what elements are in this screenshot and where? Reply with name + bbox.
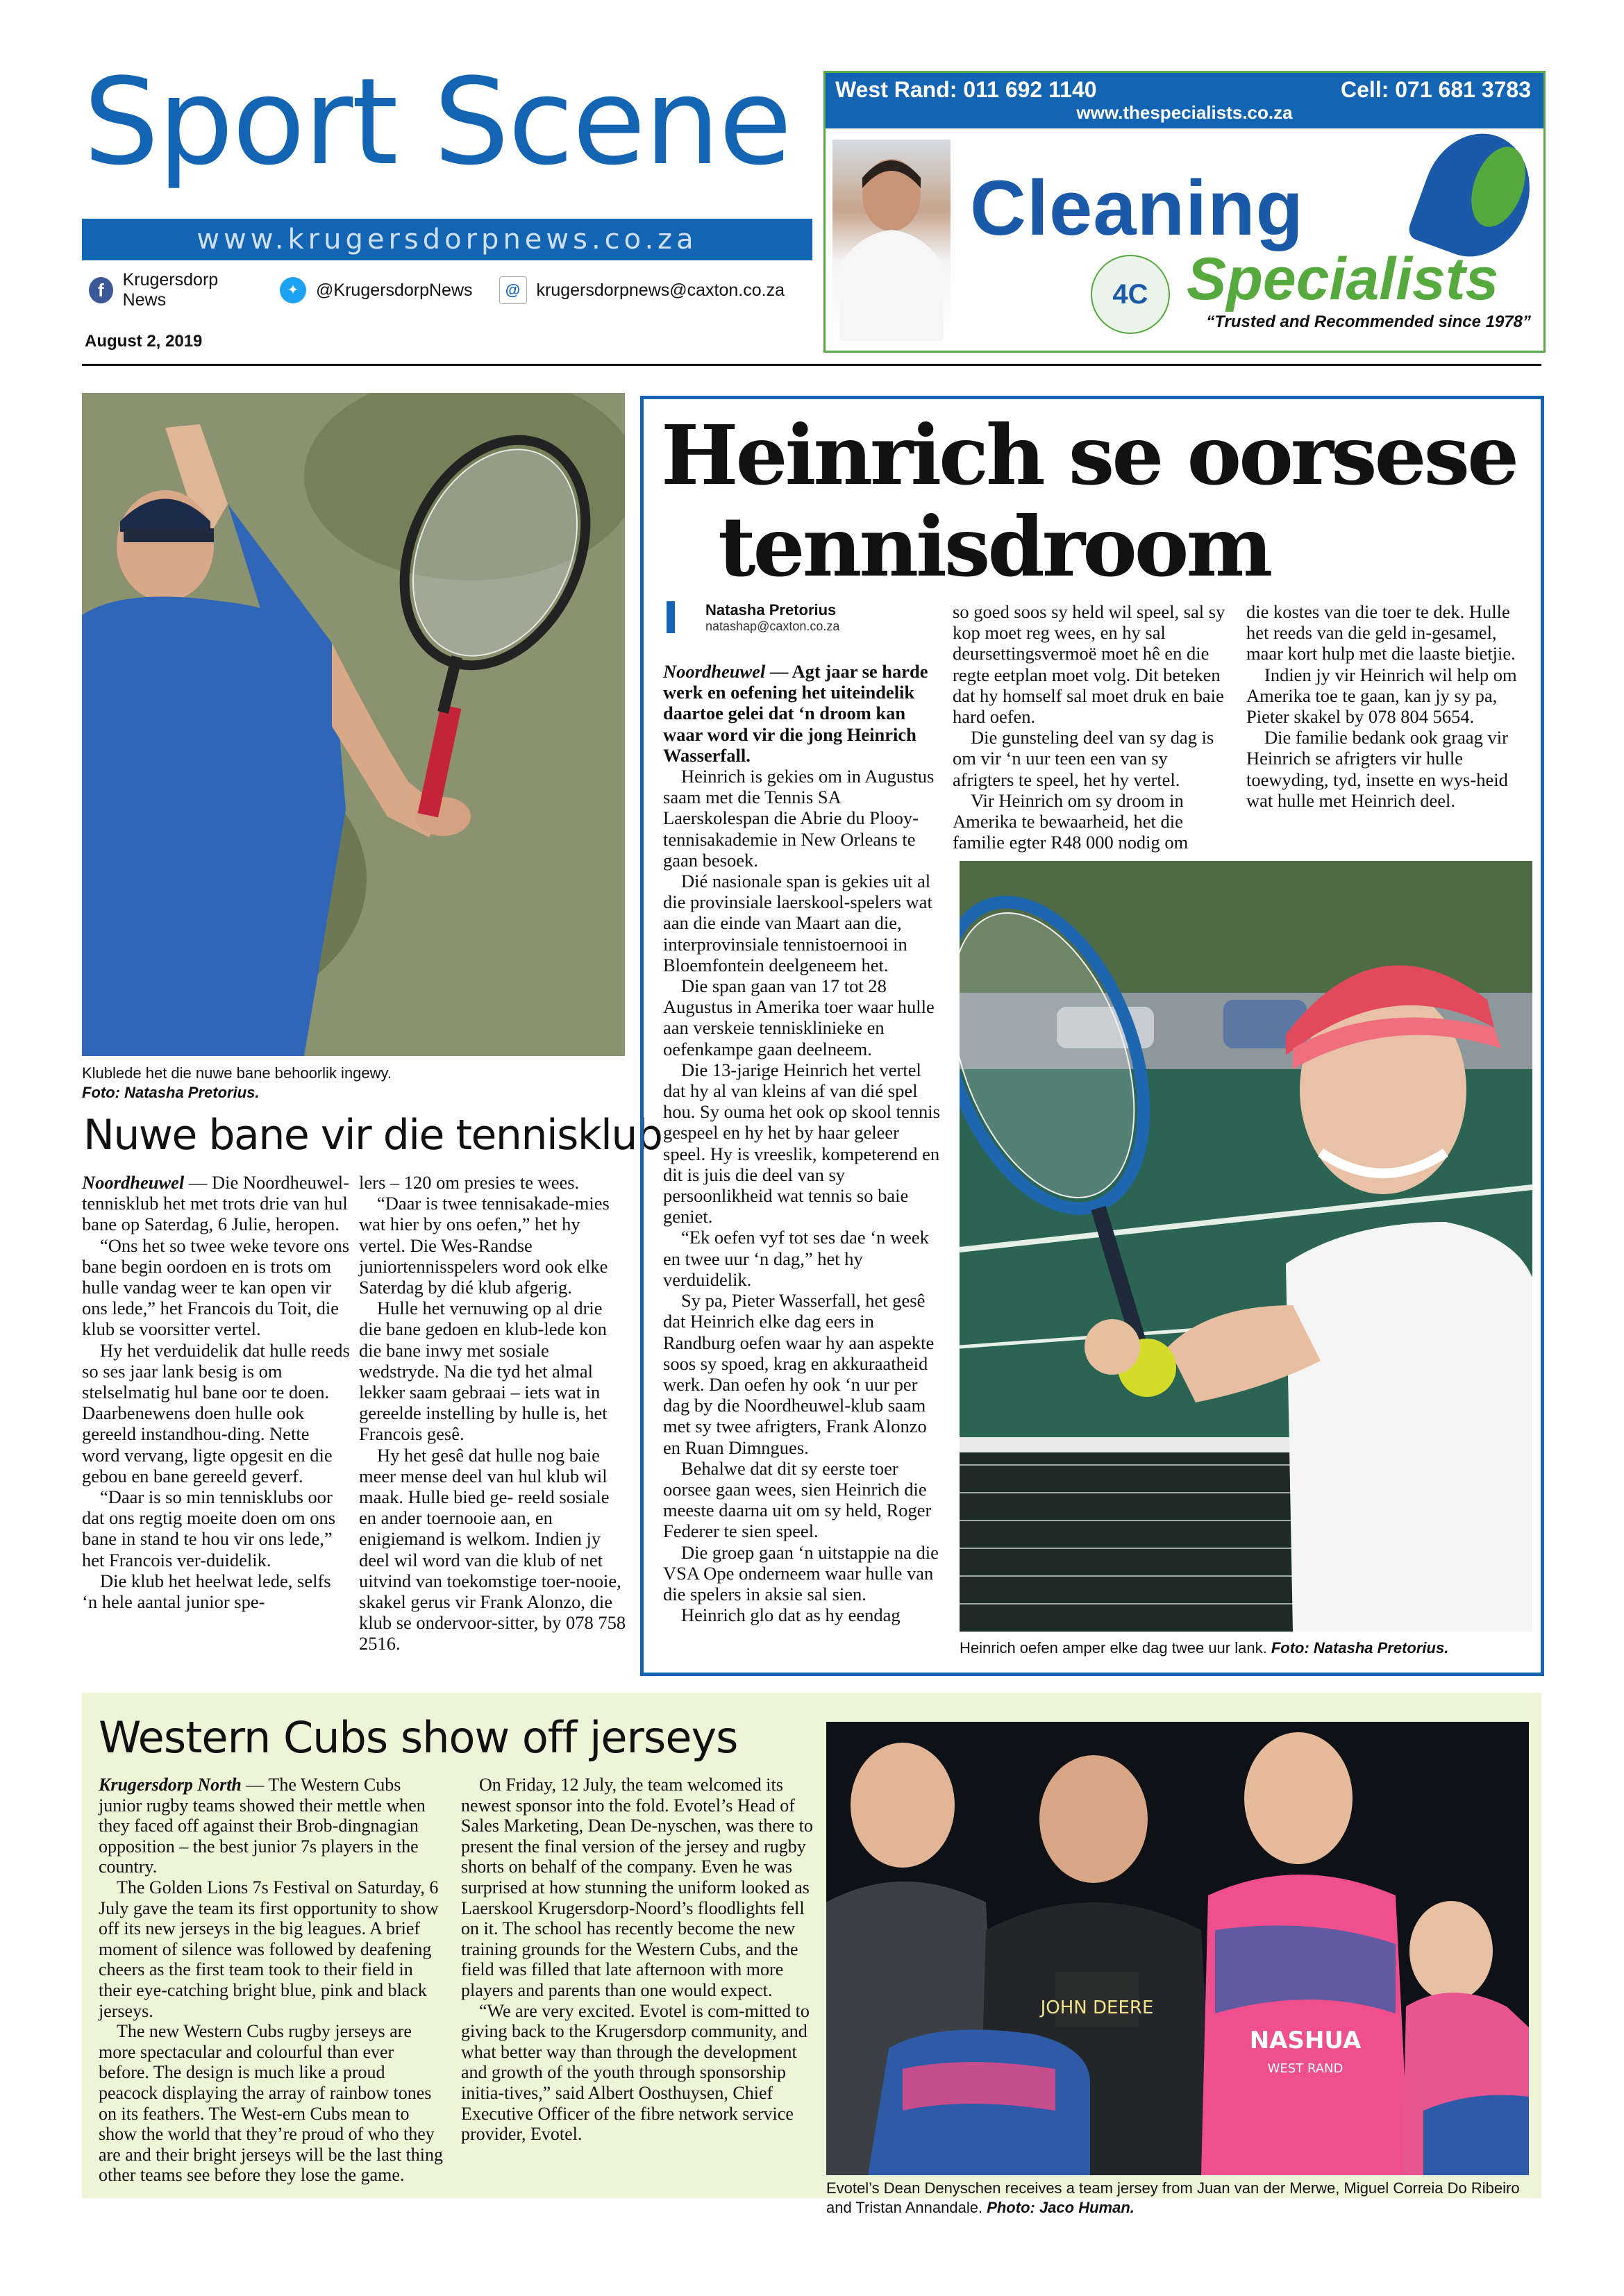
heinrich-headline: [661, 407, 1529, 595]
western-cubs-headline: Western Cubs show off jerseys: [99, 1712, 738, 1763]
social-facebook[interactable]: [89, 270, 253, 310]
issue-date: August 2, 2019: [85, 332, 203, 351]
cubs-column-1: [99, 1775, 446, 2186]
facebook-label: Krugersdorp News: [122, 270, 219, 310]
photo-credit: Foto: Natasha Pretorius.: [82, 1084, 260, 1101]
ad-portrait-drawing: [832, 140, 951, 341]
boy-with-racket-illustration: [960, 861, 1532, 1632]
byline-marker: [667, 601, 675, 633]
section-title: Sport Scene: [83, 52, 791, 192]
paragraph: Die groep gaan ‘n uitstappie na die VSA Ope onderneem waar hulle van die spelers in aksie sal sien.: [663, 1541, 939, 1604]
western-cubs-photo-caption: [826, 2179, 1529, 2218]
ad-website: www.thespecialists.co.za: [1076, 102, 1293, 123]
paragraph: [82, 1172, 350, 1235]
ad-brand-cleaning: Cleaning: [970, 165, 1304, 251]
paragraph: “Ons het so twee weke tevore ons bane begin oordoen en is trots om hulle vandag weer te kan open vir ons lede,” het Francois du Toit, die klub se voorsitter vertel.: [82, 1234, 350, 1340]
cleaning-specialists-ad[interactable]: [823, 71, 1546, 353]
paragraph: “We are very excited. Evotel is com-mitted to giving back to the Krugersdorp community, and what better way than through the development and growth of the youth through sponsorship initia-tives,” said Albert Oosthuysen, Chief Executive Officer of the fibre network service provider, Evotel.: [461, 2000, 810, 2145]
email-icon: @: [499, 276, 527, 304]
paragraph: [99, 1775, 446, 1877]
paragraph: Die 13-jarige Heinrich het vertel dat hy al van kleins af van dié spel hou. Sy ouma het ook op skool tennis gespeel en hy het by haar geleer speel. Hy is vreeslik, kompeterend en dit is juis die deel van sy persoonlikheid wat tennis so baie geniet.: [663, 1059, 940, 1227]
paragraph: lers – 120 om presies te wees.: [359, 1172, 580, 1193]
paragraph: Indien jy vir Heinrich wil help om Amerika toe te gaan, kan jy sy pa, Pieter skakel by 078 804 5654.: [1246, 664, 1517, 728]
ad-portrait-photo: [832, 140, 951, 341]
paragraph: Sy pa, Pieter Wasserfall, het gesê dat Heinrich elke dag eers in Randburg oefen waar hy aan aspekte soos sy spoed, krag en akkuraatheid werk. Dan oefen hy ook ‘n uur per dag by die Noordheuwel-klub saam met sy twee afrigters, Frank Alonzo en Ruan Dimngues.: [663, 1290, 935, 1458]
lead-paragraph: [663, 661, 941, 766]
byline-email[interactable]: natashap@caxton.co.za: [705, 619, 840, 633]
paragraph: Hulle het vernuwing op al drie die bane gedoen en klub-lede kon die bane inwy met sosiale wedstryde. Na die tyd het almal lekker saam gebraai – iets wat in gereelde instelling by hulle is, het Francois gesê.: [359, 1298, 608, 1445]
lead-text: — Agt jaar se harde werk en oefening het uiteindelik daartoe gelei dat ‘n droom kan waar word vir die jong Heinrich Wasserfall.: [663, 661, 928, 766]
twitter-icon: ✦: [280, 277, 306, 303]
ad-slogan: “Trusted and Recommended since 1978”: [1206, 312, 1531, 331]
paragraph: die kostes van die toer te dek. Hulle het reeds van die geld in-gesamel, maar kort hulp met die laaste bietjie.: [1246, 601, 1516, 664]
paragraph: “Daar is twee tennisakade-mies wat hier by ons oefen,” het hy vertel. Die Wes-Randse juniortennisspelers word ook elke Saterdag by dié klub afgerig.: [359, 1193, 610, 1298]
tennis-club-headline: Nuwe bane vir die tennisklub: [83, 1111, 662, 1159]
paragraph: Die klub het heelwat lede, selfs ‘n hele aantal junior spe-: [82, 1570, 331, 1613]
masthead-divider: [82, 364, 1541, 366]
tennis-club-photo-caption: [82, 1064, 625, 1103]
twitter-label: @KrugersdorpNews: [316, 280, 473, 300]
caption-text: Heinrich oefen amper elke dag twee uur lank.: [960, 1639, 1267, 1657]
headline-line-2: tennisdroom: [718, 498, 1271, 595]
cubs-column-2: [461, 1775, 814, 2145]
email-label: krugersdorpnews@caxton.co.za: [536, 280, 785, 300]
paragraph: The Golden Lions 7s Festival on Saturday, 6 July gave the team its first opportunity to show off its new jerseys in the big leagues. A brief moment of silence was followed by deafening cheers as the first team took to their field in their eye-catching bright blue, pink and black jerseys.: [99, 1877, 439, 2021]
photo-credit: Photo: Jaco Human.: [987, 2199, 1135, 2216]
byline-name: Natasha Pretorius: [705, 601, 837, 619]
paragraph: Hy het verduidelik dat hulle reeds so ses jaar lank besig is om stelselmatig hul bane oor te doen. Daarbenewens doen hulle ook gereeld instandhou-ding. Nette word vervang, ligte opgesit en die gebou en bane gereeld geverf.: [82, 1339, 350, 1486]
paragraph: Vir Heinrich om sy droom in Amerika te bewaarheid, het die familie egter R48 000 nodig om: [953, 789, 1189, 853]
jersey-sponsor-text: NASHUA: [1249, 2027, 1362, 2054]
website-url-bar[interactable]: [82, 219, 812, 260]
ad-contact-bar: [826, 73, 1543, 128]
paragraph: Heinrich is gekies om in Augustus saam met die Tennis SA Laerskolespan die Abrie du Plooy-tennisakademie in New Orleans te gaan besoek.: [663, 766, 935, 871]
heinrich-photo-caption: [960, 1639, 1532, 1658]
ad-phone-west-rand: West Rand: 011 692 1140: [835, 77, 1097, 102]
caption-text: Evotel’s Dean Denyschen receives a team jersey from Juan van der Merwe, Miguel Correia Do Ribeiro and Tristan Annandale.: [826, 2179, 1520, 2216]
tennis-club-column-1: [82, 1172, 350, 1612]
dateline: Noordheuwel: [663, 661, 766, 682]
paragraph: Dié nasionale span is gekies uit al die provinsiale laerskool-spelers wat aan die einde van Maart aan die, interprovinsiale tennistoernooi in Bloemfontein deelgeneem het.: [663, 871, 932, 975]
paragraph: Die gunsteling deel van sy dag is om vir ‘n uur teen een van sy afrigters te speel, het hy vertel.: [953, 727, 1214, 790]
tennis-club-column-2: [359, 1172, 627, 1654]
ad-4c-logo: 4C: [1091, 255, 1170, 334]
social-twitter[interactable]: [280, 277, 472, 303]
paragraph: “Daar is so min tennisklubs oor dat ons regtig moeite doen om ons bane in stand te hou vir ons lede,” het Francois ver-duidelik.: [82, 1486, 336, 1570]
cap-logo-text: JOHN DEERE: [1040, 1997, 1154, 2018]
ad-phone-cell: Cell: 071 681 3783: [1341, 77, 1531, 102]
paragraph: Die span gaan van 17 tot 28 Augustus in Amerika toer waar hulle aan verskeie tennisklinieke en oefenkampe gaan deelneem.: [663, 975, 935, 1059]
paragraph: Hy het gesê dat hulle nog baie meer mense deel van hul klub wil maak. Hulle bied ge- reeld sosiale en ander toernooie aan, en enigiemand is welkom. Indien jy deel wil word van die klub of net uitvind van toekomstige toer-nooie, skakel gerus vir Frank Alonzo, die klub se ondervoor-sitter, by 078 758 2516.: [359, 1444, 626, 1654]
ad-brand-specialists: Specialists: [1187, 246, 1499, 312]
facebook-icon: f: [89, 277, 113, 303]
heinrich-column-1: [663, 661, 941, 1625]
social-email[interactable]: [499, 276, 785, 304]
paragraph: Behalwe dat dit sy eerste toer oorsee gaan wees, sien Heinrich die meeste daarna uit om sy held, Roger Federer te sien speel.: [663, 1457, 932, 1542]
paragraph: Die familie bedank ook graag vir Heinrich se afrigters vir hulle toewyding, tyd, insette en wys-heid wat hulle met Heinrich deel.: [1246, 727, 1508, 811]
paragraph: so goed soos sy held wil speel, sal sy kop moet reg wees, en hy sal deursettingsvermoë moet hê en die regte eetplan moet volg. Dit beteken dat hy homself sal moet druk en baie hard oefen.: [953, 601, 1225, 728]
dateline: Krugersdorp North: [99, 1775, 242, 1795]
lead-text: — The Western Cubs junior rugby teams showed their mettle when they faced off against their Brob-dingnagian opposition – the best junior 7s players in the country.: [99, 1775, 426, 1877]
heinrich-column-2: [953, 601, 1233, 853]
paragraph: The new Western Cubs rugby jerseys are more spectacular and colourful than ever before. The design is much like a proud peacock displaying the array of rainbow tones on its feathers. The West-ern Cubs mean to show the world that they’re proud of who they are and their bright jerseys will be the last thing other teams see before they lose the game.: [99, 2021, 444, 2186]
heinrich-column-3: [1246, 601, 1527, 811]
lead-text: — Die Noordheuwel-tennisklub het met trots drie van hul bane op Saterdag, 6 Julie, heropen.: [82, 1172, 349, 1235]
paragraph: On Friday, 12 July, the team welcomed its newest sponsor into the fold. Evotel’s Head of Sales Marketing, Dean De-nyschen, was there to present the final version of the jersey and rugby shorts on behalf of the company. Even he was surprised at how stunning the uniform looked as Laerskool Krugersdorp-Noord’s floodlights fell on it. The school has recently become the new training grounds for the Western Cubs, and the field was filled that late afternoon with more players and parents than one would expect.: [461, 1775, 813, 2000]
western-cubs-photo: [826, 1722, 1529, 2175]
jersey-sub-text: WEST RAND: [1267, 2061, 1343, 2076]
social-links: [89, 270, 811, 310]
paragraph: Heinrich glo dat as hy eendag: [681, 1604, 901, 1626]
caption-text: Klublede het die nuwe bane behoorlik ingewy.: [82, 1064, 392, 1082]
headline-line-1: Heinrich se oorsese: [661, 407, 1517, 503]
photo-credit: Foto: Natasha Pretorius.: [1271, 1639, 1449, 1657]
tennis-club-photo: [82, 393, 625, 1056]
jersey-handover-illustration: [826, 1722, 1529, 2175]
dateline: Noordheuwel: [82, 1172, 185, 1193]
heinrich-photo: [960, 861, 1532, 1632]
website-url[interactable]: www.krugersdorpnews.co.za: [196, 224, 698, 255]
paragraph: “Ek oefen vyf tot ses dae ‘n week en twee uur ‘n dag,” het hy verduidelik.: [663, 1227, 929, 1290]
tennis-player-serving-illustration: [82, 393, 625, 1056]
